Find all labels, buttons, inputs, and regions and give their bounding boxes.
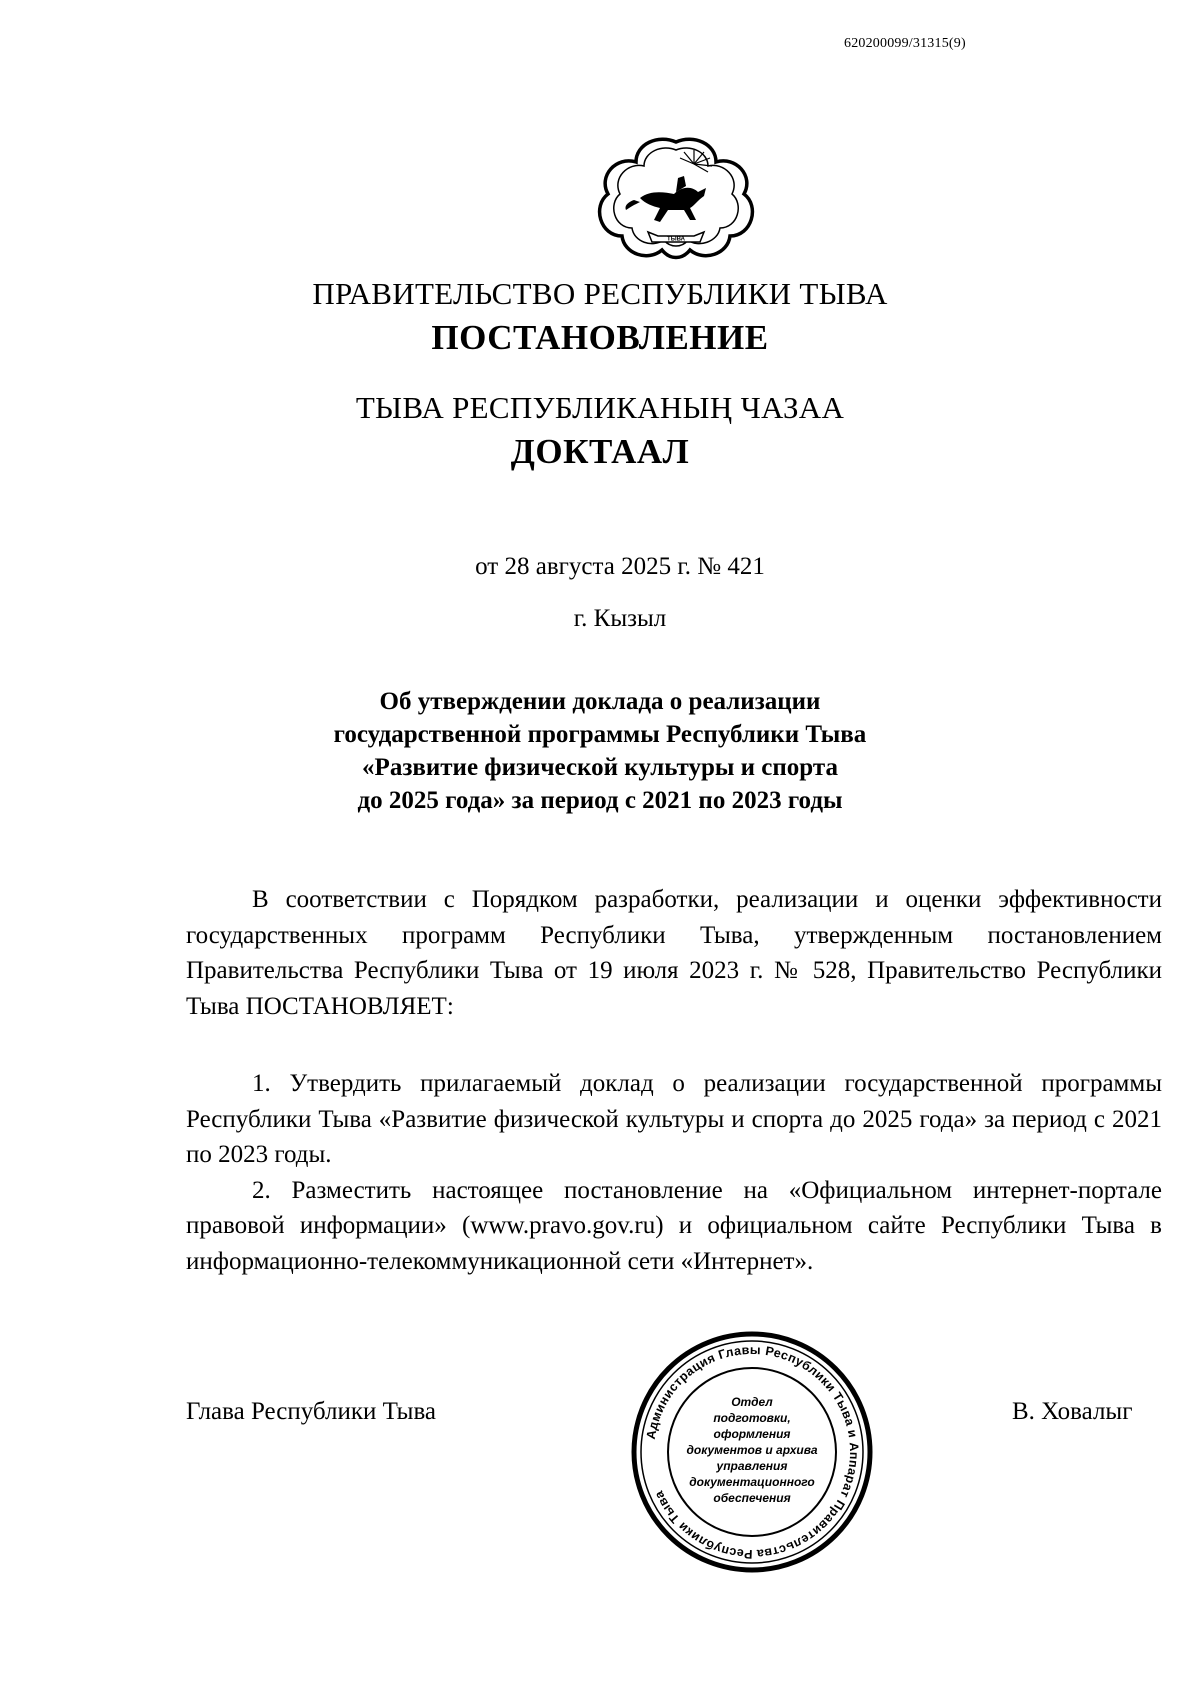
document-code: 620200099/31315(9) — [844, 36, 966, 51]
decree-item: 2. Разместить настоящее постановление на «Официальном интернет-портале правовой информации» (www.pravo.gov.ru) и официальном сайте Республики Тыва в информационно-телекоммуникационной сети «Интернет». — [186, 1176, 1162, 1275]
emblem-ribbon-text: ТЫВА — [667, 236, 685, 243]
decree-subject-line: Об утверждении доклада о реализации — [379, 688, 821, 715]
seal-center-line: Отдел — [731, 1395, 773, 1409]
seal-center-line: документов и архива — [686, 1443, 818, 1457]
seal-center-line: управления — [716, 1459, 788, 1473]
preamble — [186, 882, 1162, 1024]
decree-subject-line: «Развитие физической культуры и спорта — [362, 754, 838, 781]
tuva-coat-of-arms-icon — [594, 136, 758, 260]
official-seal-icon — [630, 1330, 874, 1574]
seal-center-line: оформления — [713, 1427, 791, 1441]
signature-name: В. Ховалыг — [1012, 1398, 1133, 1425]
government-title: ПРАВИТЕЛЬСТВО РЕСПУБЛИКИ ТЫВА — [312, 276, 888, 311]
decree-item: 1. Утвердить прилагаемый доклад о реализации государственной программы Республики Тыва «Развитие физической культуры и спорта до 2025 года» за период с 2021 по 2023 годы. — [186, 1070, 1162, 1168]
seal-ring-text: Администрация Главы Республики Тыва и Аппарат Правительства Республики Тыва — [643, 1342, 862, 1562]
decree-title-tyvan: ДОКТААЛ — [510, 432, 690, 471]
seal-center-line: обеспечения — [713, 1491, 791, 1505]
decree-items — [186, 1066, 1162, 1279]
decree-subject-line: до 2025 года» за период с 2021 по 2023 годы — [357, 787, 843, 814]
signature-role: Глава Республики Тыва — [186, 1398, 437, 1425]
seal-center-line: документационного — [689, 1475, 815, 1489]
decree-subject-line: государственной программы Республики Тыва — [333, 721, 867, 748]
decree-title: ПОСТАНОВЛЕНИЕ — [431, 318, 769, 357]
seal-center-line: подготовки, — [713, 1411, 791, 1425]
decree-date-number: от 28 августа 2025 г. № 421 — [475, 553, 765, 580]
government-title-tyvan: ТЫВА РЕСПУБЛИКАНЫҢ ЧАЗАА — [355, 390, 845, 425]
decree-subject — [0, 685, 1200, 817]
preamble-text: В соответствии с Порядком разработки, реализации и оценки эффективности государственных программ Республики Тыва, утвержденным постановлением Правительства Республики Тыва от 19 июля 2023 г. № 528, Правительство Республики Тыва ПОСТАНОВЛЯЕТ: — [186, 886, 1162, 1020]
decree-city: г. Кызыл — [573, 605, 667, 632]
